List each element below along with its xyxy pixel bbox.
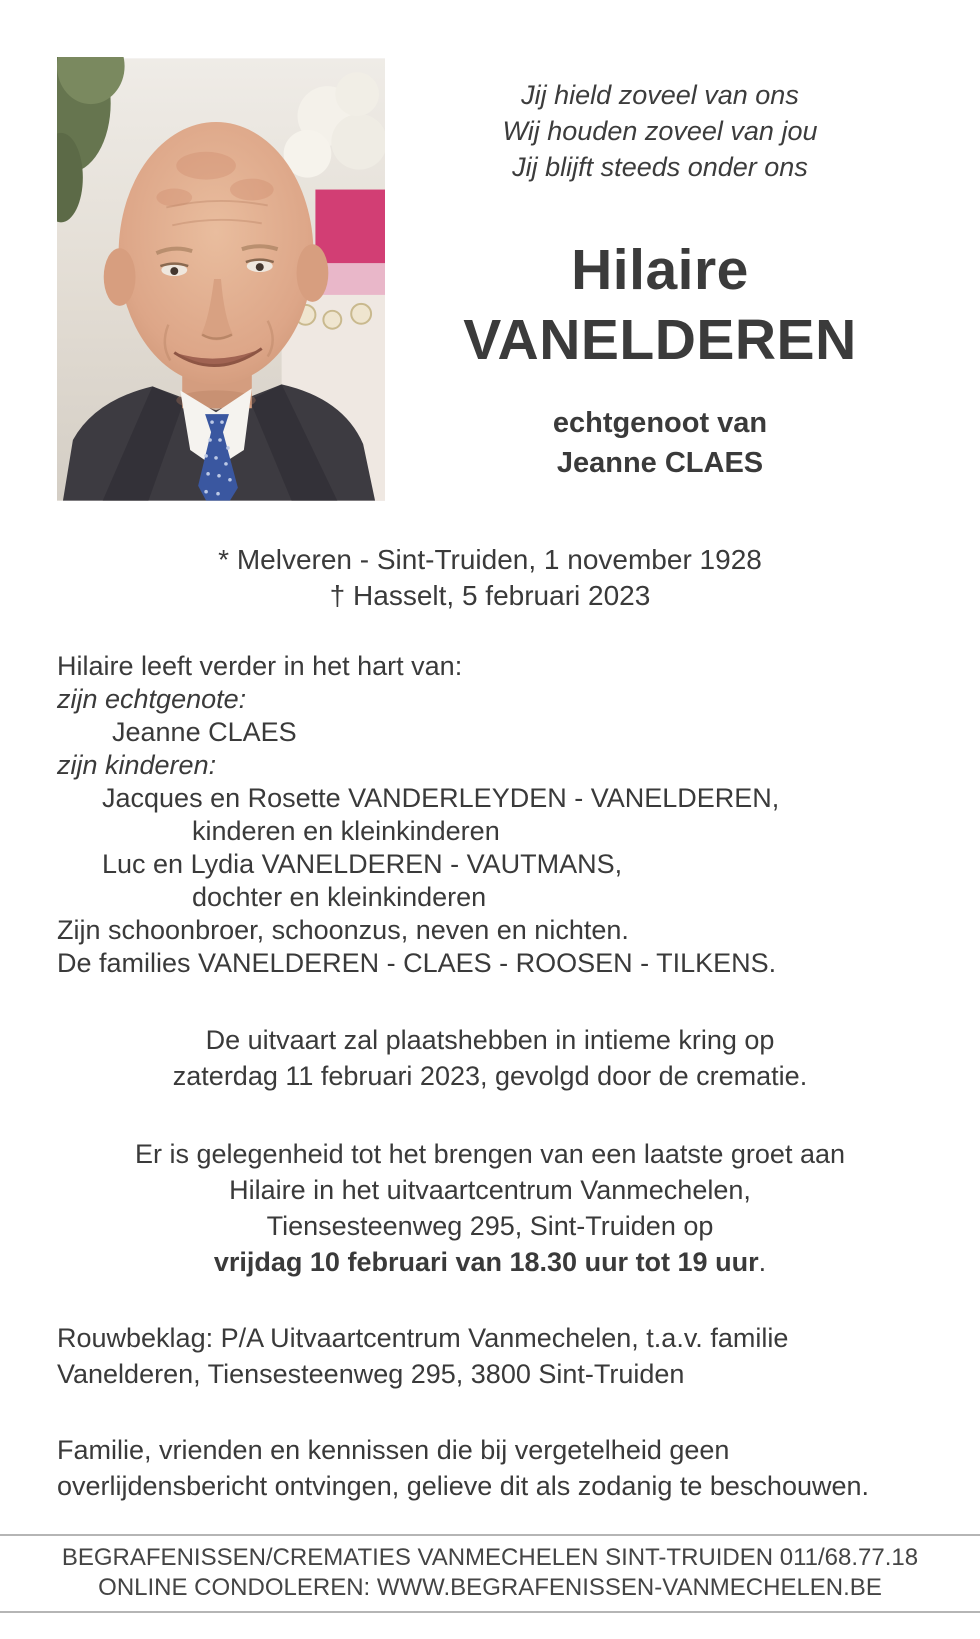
visitation-time-period: . (758, 1247, 767, 1277)
spouse-name: Jeanne CLAES (112, 717, 297, 747)
poem-line-3: Jij blijft steeds onder ons (512, 152, 808, 182)
spouse-label: zijn echtgenote: (57, 684, 247, 714)
relation-block (385, 403, 935, 483)
funeral-announcement (0, 1022, 980, 1094)
deceased-first-name: Hilaire (571, 238, 749, 302)
visitation-time-bold: vrijdag 10 februari van 18.30 uur tot 19 uur (213, 1247, 759, 1277)
condolence-address: Rouwbeklag: P/A Uitvaartcentrum Vanmechelen, t.a.v. familie Vanelderen, Tiensesteenweg 295, 3800 Sint-Truiden (57, 1323, 789, 1389)
family-block (0, 650, 980, 980)
portrait-illustration (57, 57, 385, 502)
poem-line-1: Jij hield zoveel van ons (521, 80, 799, 110)
poem-line-2: Wij houden zoveel van jou (502, 116, 818, 146)
relation-label: echtgenoot van (552, 407, 768, 439)
visitation-time-line (40, 1244, 940, 1280)
dates-block (0, 542, 980, 614)
birth-line: * Melveren - Sint-Truiden, 1 november 1928 (218, 544, 762, 575)
relatives-line: Zijn schoonbroer, schoonzus, neven en nichten. (57, 915, 629, 945)
deceased-name (385, 235, 935, 375)
family-intro: Hilaire leeft verder in het hart van: (57, 651, 463, 681)
header-section (0, 0, 980, 502)
funeral-home-footer (0, 1534, 980, 1613)
deceased-portrait-photo (57, 57, 385, 502)
funeral-home-info: BEGRAFENISSEN/CREMATIES VANMECHELEN SINT-TRUIDEN 011/68.77.18 (61, 1544, 919, 1571)
child-line-2: Luc en Lydia VANELDEREN - VAUTMANS, (102, 849, 623, 879)
children-label: zijn kinderen: (57, 750, 217, 780)
memorial-poem (385, 77, 935, 185)
spouse-name-header: Jeanne CLAES (556, 447, 764, 479)
funeral-line-2: zaterdag 11 februari 2023, gevolgd door de crematie. (172, 1061, 808, 1091)
visitation-line-1: Er is gelegenheid tot het brengen van een laatste groet aan (134, 1139, 845, 1169)
death-line: † Hasselt, 5 februari 2023 (329, 580, 651, 611)
families-line: De families VANELDEREN - CLAES - ROOSEN - TILKENS. (57, 948, 777, 978)
visitation-announcement (0, 1136, 980, 1280)
visitation-line-3: Tiensesteenweg 295, Sint-Truiden op (266, 1211, 714, 1241)
child-line-1: Jacques en Rosette VANDERLEYDEN - VANELDEREN, (102, 783, 780, 813)
child-line-1-sub: kinderen en kleinkinderen (192, 816, 500, 846)
condolence-website: ONLINE CONDOLEREN: WWW.BEGRAFENISSEN-VANMECHELEN.BE (98, 1574, 882, 1601)
deceased-last-name: VANELDEREN (463, 308, 857, 372)
general-notice: Familie, vrienden en kennissen die bij vergetelheid geen overlijdensbericht ontvingen, gelieve dit als zodanig te beschouwen. (57, 1435, 870, 1501)
header-text-column (385, 57, 935, 502)
visitation-line-2: Hilaire in het uitvaartcentrum Vanmechelen, (229, 1175, 751, 1205)
child-line-2-sub: dochter en kleinkinderen (192, 882, 487, 912)
funeral-line-1: De uitvaart zal plaatshebben in intieme kring op (205, 1025, 775, 1055)
